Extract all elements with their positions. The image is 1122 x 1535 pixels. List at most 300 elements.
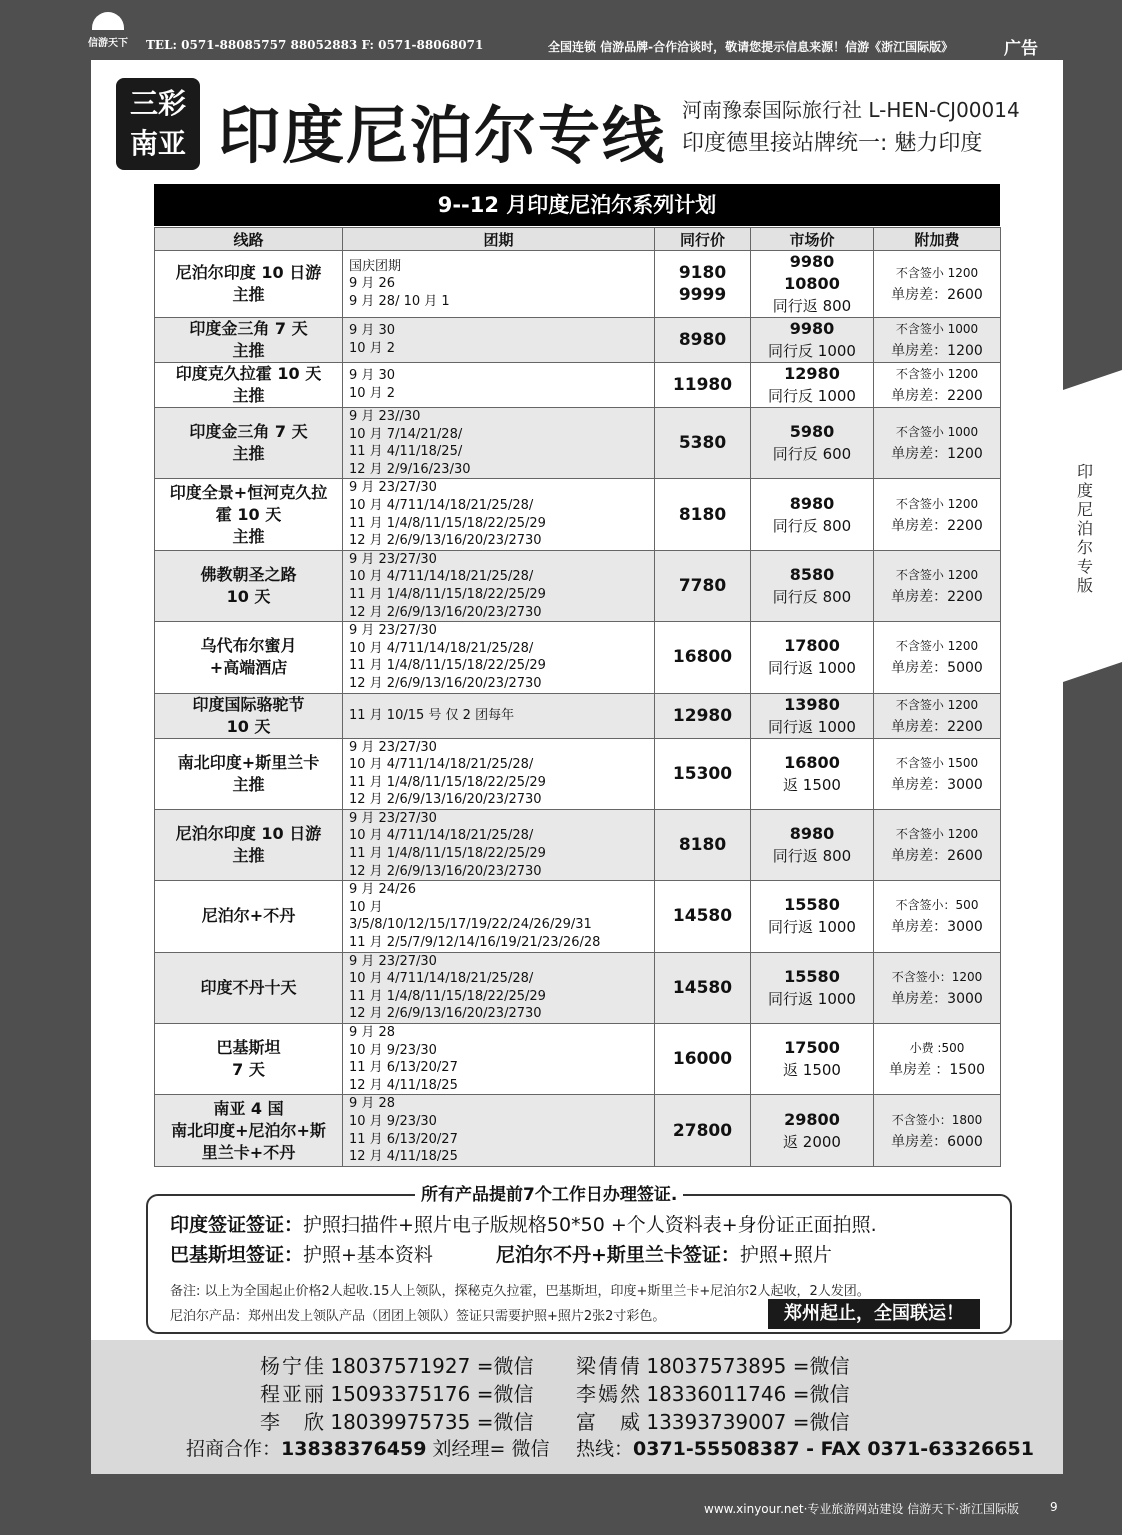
date-line: 11 月 1/4/8/11/15/18/22/25/29 bbox=[349, 586, 546, 602]
contact-name: 杨宁佳 bbox=[260, 1354, 324, 1378]
nepal-note: 尼泊尔产品：郑州出发上领队产品（团团上领队）签证只需要护照+照片2张2寸彩色。 bbox=[170, 1309, 666, 1324]
route-line: 主推 bbox=[232, 846, 265, 866]
date-line: 10 月 4/711/14/18/21/25/28/ bbox=[349, 497, 534, 513]
header-slogan: 全国连锁 信游品牌-合作洽谈时，敬请您提示信息来源！信游《浙江国际版》 bbox=[548, 40, 954, 54]
date-line: 11 月 1/4/8/11/15/18/22/25/29 bbox=[349, 515, 546, 531]
market-price-cell bbox=[751, 693, 874, 738]
peer-price: 15300 bbox=[672, 763, 733, 784]
route-line: 南北印度+尼泊尔+斯 bbox=[171, 1120, 326, 1140]
route-cell bbox=[155, 622, 343, 693]
india-visa-label: 印度签证签证： bbox=[170, 1214, 304, 1236]
peer-price: 16000 bbox=[672, 1049, 733, 1070]
single-room-fee: 单房差：2200 bbox=[891, 588, 983, 605]
route-line: 印度国际骆驼节 bbox=[192, 694, 305, 714]
contact-tel: TEL: 0571-88085757 88052883 F: 0571-88068071 bbox=[146, 38, 484, 52]
date-line: 10 月 9/23/30 bbox=[349, 1042, 437, 1058]
route-line: 佛教朝圣之路 bbox=[200, 564, 297, 584]
peer-price-cell bbox=[655, 479, 751, 550]
date-line: 11 月 1/4/8/11/15/18/22/25/29 bbox=[349, 658, 546, 674]
peer-price-cell bbox=[655, 1095, 751, 1166]
extra-fee-cell bbox=[874, 693, 1001, 738]
visa-fee: 不含签小 1200 bbox=[895, 266, 979, 280]
peer-price-cell bbox=[655, 251, 751, 318]
route-line: 印度金三角 7 天 bbox=[189, 422, 308, 442]
date-line: 10 月 2 bbox=[349, 341, 396, 356]
dates-cell bbox=[343, 952, 655, 1023]
visa-fee: 不含签小：1800 bbox=[891, 1112, 983, 1127]
route-line: 主推 bbox=[232, 341, 265, 360]
visa-fee: 不含签小 1200 bbox=[895, 827, 979, 842]
contact-wechat: =微信 bbox=[792, 1382, 850, 1406]
date-line: 11 月 10/15 号 仅 2 团每年 bbox=[349, 707, 515, 723]
route-cell bbox=[155, 952, 343, 1023]
contact-entry bbox=[576, 1378, 849, 1407]
contact-phone: 18037573895 bbox=[646, 1354, 787, 1378]
single-room-fee: 单房差：2200 bbox=[891, 718, 983, 735]
extra-fee-cell bbox=[874, 408, 1001, 479]
schedule-row bbox=[155, 1024, 1001, 1095]
route-line: 7 天 bbox=[232, 1060, 265, 1080]
hotline bbox=[576, 1434, 1034, 1461]
market-price: 5980 bbox=[789, 422, 835, 442]
market-price: 12980 bbox=[784, 364, 840, 383]
market-price: 10800 bbox=[784, 274, 840, 293]
date-line: 10 月 4/711/14/18/21/25/28/ bbox=[349, 757, 534, 773]
date-line: 10 月 4/711/14/18/21/25/28/ bbox=[349, 971, 534, 987]
hotline-label: 热线： bbox=[576, 1438, 634, 1460]
nepal-bhutan-srilanka-visa bbox=[496, 1240, 832, 1267]
market-price-cell bbox=[751, 1095, 874, 1166]
contact-entry bbox=[260, 1406, 533, 1435]
extra-fee-cell bbox=[874, 881, 1001, 952]
sun-icon bbox=[92, 12, 124, 30]
market-price-cell bbox=[751, 479, 874, 550]
extra-fee-cell bbox=[874, 318, 1001, 363]
market-price: 15580 bbox=[784, 966, 840, 986]
date-line: 12 月 2/6/9/13/16/20/23/2730 bbox=[349, 533, 542, 549]
market-price: 8980 bbox=[789, 493, 835, 513]
schedule-title: 9--12 月印度尼泊尔系列计划 bbox=[154, 184, 1000, 226]
date-line: 国庆团期 bbox=[349, 258, 402, 274]
route-cell bbox=[155, 1024, 343, 1095]
route-line: 印度金三角 7 天 bbox=[189, 319, 308, 338]
dates-cell bbox=[343, 1095, 655, 1166]
date-line: 12 月 2/6/9/13/16/20/23/2730 bbox=[349, 863, 542, 879]
date-line: 9 月 30 bbox=[349, 368, 396, 384]
route-line: 南亚 4 国 bbox=[213, 1098, 284, 1118]
single-room-fee: 单房差：2200 bbox=[891, 388, 983, 404]
peer-price-cell bbox=[655, 363, 751, 408]
route-cell bbox=[155, 479, 343, 550]
date-line: 10 月 4/711/14/18/21/25/28/ bbox=[349, 640, 534, 656]
single-room-fee: 单房差：3000 bbox=[891, 919, 983, 936]
market-price-cell bbox=[751, 881, 874, 952]
single-room-fee: 单房差：1200 bbox=[891, 446, 983, 463]
extra-fee-cell bbox=[874, 550, 1001, 621]
dates-cell bbox=[343, 622, 655, 693]
extra-fee-cell bbox=[874, 363, 1001, 408]
market-price-cell bbox=[751, 550, 874, 621]
date-line: 11 月 1/4/8/11/15/18/22/25/29 bbox=[349, 988, 546, 1004]
date-line: 11 月 6/13/20/27 bbox=[349, 1131, 458, 1147]
date-line: 10 月 4/711/14/18/21/25/28/ bbox=[349, 828, 534, 844]
col-dates: 团期 bbox=[343, 228, 655, 251]
agency-name: 河南豫泰国际旅行社 L-HEN-CJ00014 bbox=[682, 98, 1020, 122]
market-price-cell bbox=[751, 622, 874, 693]
schedule-row bbox=[155, 693, 1001, 738]
xinyou-logo bbox=[78, 12, 138, 56]
dates-cell bbox=[343, 809, 655, 880]
route-cell bbox=[155, 363, 343, 408]
rebate: 同行返 1000 bbox=[768, 989, 856, 1008]
route-cell bbox=[155, 881, 343, 952]
zhengzhou-badge: 郑州起止，全国联运！ bbox=[768, 1299, 980, 1329]
rebate: 同行反 800 bbox=[772, 587, 852, 606]
brand-line-2: 南亚 bbox=[129, 127, 186, 160]
single-room-fee: 单房差：2200 bbox=[891, 517, 983, 534]
col-extra-fee: 附加费 bbox=[874, 228, 1001, 251]
route-line: 巴基斯坦 bbox=[216, 1038, 281, 1058]
market-price: 8580 bbox=[789, 564, 835, 584]
single-room-fee: 单房差：1200 bbox=[891, 343, 983, 359]
date-line: 11 月 6/13/20/27 bbox=[349, 1060, 458, 1076]
route-line: 10 天 bbox=[226, 716, 271, 736]
contact-wechat: =微信 bbox=[792, 1410, 850, 1434]
peer-price: 14580 bbox=[672, 906, 733, 927]
logo-text: 信游天下 bbox=[88, 38, 128, 49]
route-line: 主推 bbox=[232, 444, 265, 464]
contact-phone: 18039975735 bbox=[330, 1410, 471, 1434]
schedule-row bbox=[155, 363, 1001, 408]
route-cell bbox=[155, 408, 343, 479]
rebate: 同行返 1000 bbox=[768, 717, 856, 736]
visa-fee: 不含签小 1200 bbox=[895, 697, 979, 712]
extra-fee-cell bbox=[874, 1024, 1001, 1095]
peer-price-cell bbox=[655, 622, 751, 693]
route-line: 里兰卡+不丹 bbox=[201, 1142, 296, 1162]
route-line: 印度不丹十天 bbox=[200, 977, 297, 997]
date-line: 11 月 2/5/7/9/12/14/16/19/21/23/26/28 bbox=[349, 935, 601, 951]
peer-price: 5380 bbox=[678, 433, 727, 454]
route-line: 主推 bbox=[232, 526, 265, 546]
cta-person: 刘经理= 微信 bbox=[432, 1438, 550, 1460]
route-line: 尼泊尔印度 10 日游 bbox=[175, 263, 322, 282]
date-line: 9 月 23//30 bbox=[349, 409, 421, 424]
date-line: 9 月 23/27/30 bbox=[349, 623, 437, 639]
visa-fee: 不含签小 1500 bbox=[895, 755, 979, 770]
col-market-price: 市场价 bbox=[751, 228, 874, 251]
dates-cell bbox=[343, 738, 655, 809]
extra-fee-cell bbox=[874, 809, 1001, 880]
rebate: 返 2000 bbox=[783, 1132, 841, 1151]
peer-price-cell bbox=[655, 881, 751, 952]
market-price-cell bbox=[751, 952, 874, 1023]
contact-entry bbox=[576, 1406, 849, 1435]
market-price: 15580 bbox=[784, 895, 840, 915]
contact-name: 程亚丽 bbox=[260, 1382, 324, 1406]
schedule-row bbox=[155, 479, 1001, 550]
route-line: 尼泊尔印度 10 日游 bbox=[175, 824, 322, 844]
page-title: 印度尼泊尔专线 bbox=[218, 99, 667, 172]
single-room-fee: 单房差：2600 bbox=[891, 848, 983, 865]
contact-wechat: =微信 bbox=[792, 1354, 850, 1378]
contact-wechat: =微信 bbox=[476, 1354, 534, 1378]
extra-fee-cell bbox=[874, 622, 1001, 693]
market-price-cell bbox=[751, 738, 874, 809]
market-price: 9980 bbox=[789, 319, 835, 338]
market-price: 29800 bbox=[784, 1109, 840, 1129]
route-line: 霍 10 天 bbox=[215, 504, 282, 524]
date-line: 11 月 4/11/18/25/ bbox=[349, 444, 463, 460]
side-tab-bottom bbox=[1063, 662, 1122, 682]
visa-fee: 小费 :500 bbox=[909, 1041, 965, 1056]
dates-cell bbox=[343, 881, 655, 952]
schedule-row bbox=[155, 622, 1001, 693]
rebate: 同行返 1000 bbox=[768, 918, 856, 937]
india-visa bbox=[170, 1210, 877, 1237]
schedule-row bbox=[155, 809, 1001, 880]
pickup-sign: 印度德里接站牌统一: 魅力印度 bbox=[682, 131, 983, 156]
contact-name: 富威 bbox=[576, 1410, 640, 1434]
dates-cell bbox=[343, 318, 655, 363]
date-line: 9 月 23/27/30 bbox=[349, 551, 437, 567]
schedule-header-row bbox=[155, 228, 1001, 251]
contact-name: 李欣 bbox=[260, 1410, 324, 1434]
route-line: 主推 bbox=[232, 774, 265, 794]
date-line: 3/5/8/10/12/15/17/19/22/24/26/29/31 bbox=[349, 917, 592, 933]
schedule-row bbox=[155, 408, 1001, 479]
ad-tag: 广告 bbox=[1004, 39, 1038, 59]
page-number: 9 bbox=[1050, 1500, 1058, 1514]
rebate: 同行反 800 bbox=[772, 516, 852, 535]
side-tab-top bbox=[1063, 370, 1122, 390]
extra-fee-cell bbox=[874, 251, 1001, 318]
hotline-text: 0371-55508387 - FAX 0371-63326651 bbox=[633, 1438, 1034, 1460]
extra-fee-cell bbox=[874, 952, 1001, 1023]
side-label: 印度尼泊尔专版 bbox=[1076, 462, 1093, 595]
date-line: 12 月 2/6/9/13/16/20/23/2730 bbox=[349, 604, 542, 620]
business-contact bbox=[186, 1434, 549, 1461]
date-line: 9 月 23/27/30 bbox=[349, 480, 437, 496]
india-visa-text: 护照扫描件+照片电子版规格50*50 +个人资料表+身份证正面拍照. bbox=[303, 1214, 877, 1236]
peer-price-cell bbox=[655, 693, 751, 738]
dates-cell bbox=[343, 363, 655, 408]
visa-fee: 不含签小 1200 bbox=[895, 367, 979, 381]
date-line: 12 月 2/6/9/13/16/20/23/2730 bbox=[349, 1006, 542, 1022]
col-route: 线路 bbox=[155, 228, 343, 251]
date-line: 9 月 26 bbox=[349, 276, 396, 292]
route-line: 乌代布尔蜜月 bbox=[200, 636, 297, 656]
visa-title: 所有产品提前7个工作日办理签证. bbox=[415, 1180, 683, 1205]
visa-fee: 不含签小 1000 bbox=[895, 322, 979, 336]
peer-price: 14580 bbox=[672, 977, 733, 998]
contact-entry bbox=[260, 1350, 533, 1379]
visa-fee: 不含签小 1000 bbox=[895, 425, 979, 440]
schedule-row bbox=[155, 738, 1001, 809]
market-price: 17800 bbox=[784, 636, 840, 656]
market-price: 8980 bbox=[789, 824, 835, 844]
peer-price-cell bbox=[655, 1024, 751, 1095]
rebate: 同行反 1000 bbox=[768, 342, 856, 360]
single-room-fee: 单房差：3000 bbox=[891, 776, 983, 793]
market-price-cell bbox=[751, 363, 874, 408]
contact-phone: 18037571927 bbox=[330, 1354, 471, 1378]
visa-fee: 不含签小：1200 bbox=[891, 969, 983, 984]
dates-cell bbox=[343, 408, 655, 479]
cta-label: 招商合作： bbox=[186, 1438, 282, 1460]
date-line: 12 月 4/11/18/25 bbox=[349, 1077, 458, 1093]
peer-price-cell bbox=[655, 550, 751, 621]
schedule-row bbox=[155, 881, 1001, 952]
route-cell bbox=[155, 809, 343, 880]
route-line: 印度全景+恒河克久拉 bbox=[169, 482, 328, 502]
date-line: 9 月 30 bbox=[349, 323, 396, 339]
site-footer: www.xinyour.net·专业旅游网站建设 信游天下·浙江国际版 bbox=[704, 1502, 1020, 1516]
single-room-fee: 单房差：3000 bbox=[891, 990, 983, 1007]
date-line: 9 月 28/ 10 月 1 bbox=[349, 293, 450, 309]
date-line: 10 月 2 bbox=[349, 386, 396, 401]
peer-price-cell bbox=[655, 809, 751, 880]
market-price: 9980 bbox=[789, 252, 835, 271]
market-price-cell bbox=[751, 251, 874, 318]
col-peer-price: 同行价 bbox=[655, 228, 751, 251]
peer-price: 7780 bbox=[678, 575, 727, 596]
schedule-row bbox=[155, 550, 1001, 621]
single-room-fee: 单房差：2600 bbox=[891, 287, 983, 303]
route-cell bbox=[155, 318, 343, 363]
rebate: 同行返 800 bbox=[772, 847, 852, 866]
date-line: 12 月 2/9/16/23/30 bbox=[349, 461, 471, 477]
market-price-cell bbox=[751, 408, 874, 479]
pakistan-visa-text: 护照+基本资料 bbox=[303, 1244, 433, 1266]
schedule-row bbox=[155, 952, 1001, 1023]
nbs-visa-text: 护照+照片 bbox=[739, 1244, 832, 1266]
contact-wechat: =微信 bbox=[476, 1382, 534, 1406]
date-line: 12 月 2/6/9/13/16/20/23/2730 bbox=[349, 792, 542, 808]
contact-phone: 18336011746 bbox=[646, 1382, 787, 1406]
peer-price-cell bbox=[655, 738, 751, 809]
remark-note: 备注: 以上为全国起止价格2人起收.15人上领队，探秘克久拉霍，巴基斯坦，印度+斯里兰卡+尼泊尔2人起收，2人发团。 bbox=[170, 1284, 870, 1299]
market-price-cell bbox=[751, 809, 874, 880]
date-line: 10 月 9/23/30 bbox=[349, 1113, 437, 1129]
peer-price: 8180 bbox=[678, 835, 727, 856]
route-cell bbox=[155, 693, 343, 738]
top-banner bbox=[0, 0, 1122, 60]
market-price: 17500 bbox=[784, 1038, 840, 1058]
schedule-table bbox=[154, 227, 1001, 1167]
peer-price: 9999 bbox=[678, 285, 727, 305]
date-line: 9 月 23/27/30 bbox=[349, 953, 437, 969]
dates-cell bbox=[343, 1024, 655, 1095]
schedule-row bbox=[155, 1095, 1001, 1166]
single-room-fee: 单房差 ：1500 bbox=[888, 1062, 986, 1079]
route-line: 南北印度+斯里兰卡 bbox=[177, 752, 320, 772]
date-line: 12 月 2/6/9/13/16/20/23/2730 bbox=[349, 675, 542, 691]
peer-price: 16800 bbox=[672, 647, 733, 668]
rebate: 同行返 800 bbox=[772, 297, 852, 315]
visa-fee: 不含签小 1200 bbox=[895, 639, 979, 654]
single-room-fee: 单房差：6000 bbox=[891, 1133, 983, 1150]
route-cell bbox=[155, 1095, 343, 1166]
rebate: 同行反 1000 bbox=[768, 387, 856, 405]
dates-cell bbox=[343, 550, 655, 621]
extra-fee-cell bbox=[874, 1095, 1001, 1166]
visa-fee: 不含签小：500 bbox=[895, 898, 979, 913]
market-price-cell bbox=[751, 318, 874, 363]
dates-cell bbox=[343, 251, 655, 318]
route-cell bbox=[155, 251, 343, 318]
contact-entry bbox=[576, 1350, 849, 1379]
date-line: 9 月 24/26 bbox=[349, 882, 416, 898]
extra-fee-cell bbox=[874, 479, 1001, 550]
pakistan-visa bbox=[170, 1240, 433, 1267]
single-room-fee: 单房差：5000 bbox=[891, 660, 983, 677]
route-line: 印度克久拉霍 10 天 bbox=[175, 364, 322, 383]
rebate: 同行返 1000 bbox=[768, 659, 856, 678]
date-line: 9 月 28 bbox=[349, 1025, 396, 1040]
contact-phone: 15093375176 bbox=[330, 1382, 471, 1406]
contact-name: 李嫣然 bbox=[576, 1382, 640, 1406]
contact-phone: 13393739007 bbox=[646, 1410, 787, 1434]
extra-fee-cell bbox=[874, 738, 1001, 809]
date-line: 11 月 1/4/8/11/15/18/22/25/29 bbox=[349, 846, 546, 862]
schedule-row bbox=[155, 318, 1001, 363]
date-line: 9 月 23/27/30 bbox=[349, 810, 437, 826]
route-cell bbox=[155, 550, 343, 621]
rebate: 返 1500 bbox=[783, 775, 841, 794]
pakistan-visa-label: 巴基斯坦签证： bbox=[170, 1244, 304, 1266]
date-line: 10 月 bbox=[349, 899, 383, 915]
peer-price: 8180 bbox=[678, 504, 727, 525]
peer-price: 11980 bbox=[672, 375, 733, 395]
brand-badge bbox=[116, 78, 200, 170]
cta-phone: 13838376459 bbox=[281, 1438, 427, 1460]
peer-price-cell bbox=[655, 952, 751, 1023]
contact-wechat: =微信 bbox=[476, 1410, 534, 1434]
route-line: 尼泊尔+不丹 bbox=[201, 906, 296, 926]
route-line: 主推 bbox=[232, 386, 265, 405]
route-line: 10 天 bbox=[226, 586, 271, 606]
date-line: 10 月 4/711/14/18/21/25/28/ bbox=[349, 569, 534, 585]
route-line: 主推 bbox=[232, 285, 265, 304]
date-line: 11 月 1/4/8/11/15/18/22/25/29 bbox=[349, 774, 546, 790]
date-line: 9 月 28 bbox=[349, 1096, 396, 1112]
peer-price: 8980 bbox=[678, 330, 727, 350]
contact-entry bbox=[260, 1378, 533, 1407]
date-line: 10 月 7/14/21/28/ bbox=[349, 426, 463, 442]
market-price-cell bbox=[751, 1024, 874, 1095]
contact-name: 梁倩倩 bbox=[576, 1354, 640, 1378]
market-price: 13980 bbox=[784, 694, 840, 714]
route-line: +高端酒店 bbox=[209, 658, 288, 678]
peer-price-cell bbox=[655, 408, 751, 479]
market-price: 16800 bbox=[784, 752, 840, 772]
schedule-row bbox=[155, 251, 1001, 318]
visa-fee: 不含签小 1200 bbox=[895, 496, 979, 511]
dates-cell bbox=[343, 479, 655, 550]
nbs-visa-label: 尼泊尔不丹+斯里兰卡签证： bbox=[496, 1244, 740, 1266]
peer-price: 27800 bbox=[672, 1120, 733, 1141]
dates-cell bbox=[343, 693, 655, 738]
peer-price: 9180 bbox=[678, 263, 727, 283]
rebate: 同行反 600 bbox=[772, 445, 852, 464]
peer-price: 12980 bbox=[672, 705, 733, 726]
peer-price-cell bbox=[655, 318, 751, 363]
brand-line-1: 三彩 bbox=[129, 87, 186, 120]
route-cell bbox=[155, 738, 343, 809]
date-line: 9 月 23/27/30 bbox=[349, 739, 437, 755]
rebate: 返 1500 bbox=[783, 1061, 841, 1080]
